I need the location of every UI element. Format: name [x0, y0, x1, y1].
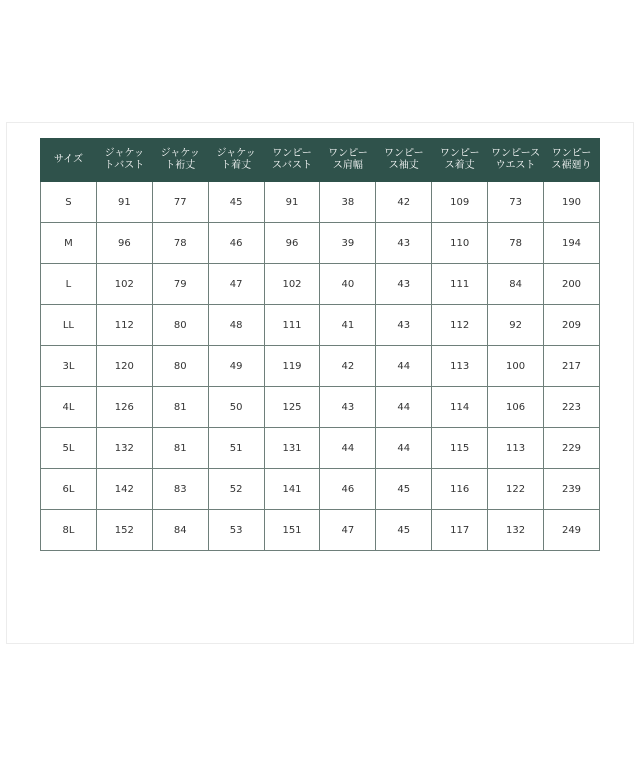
- cell-jacket-bust: 132: [96, 428, 152, 469]
- cell-jacket-sleeve-length: 79: [152, 264, 208, 305]
- cell-dress-sleeve: 45: [376, 469, 432, 510]
- cell-jacket-bust: 112: [96, 305, 152, 346]
- cell-dress-sleeve: 44: [376, 428, 432, 469]
- cell-jacket-bust: 102: [96, 264, 152, 305]
- table-row: [41, 469, 600, 510]
- header-jacket-length: ジャケッ ト着丈: [208, 139, 264, 182]
- cell-dress-bust: 102: [264, 264, 320, 305]
- table-body: [41, 182, 600, 551]
- cell-jacket-length: 52: [208, 469, 264, 510]
- header-dress-waist: ワンピース ウエスト: [488, 139, 544, 182]
- cell-dress-shoulder: 41: [320, 305, 376, 346]
- cell-size: LL: [41, 305, 97, 346]
- header-jacket-bust: ジャケッ トバスト: [96, 139, 152, 182]
- cell-jacket-bust: 142: [96, 469, 152, 510]
- cell-dress-shoulder: 47: [320, 510, 376, 551]
- cell-jacket-length: 48: [208, 305, 264, 346]
- cell-jacket-bust: 120: [96, 346, 152, 387]
- cell-dress-shoulder: 46: [320, 469, 376, 510]
- cell-dress-hem: 209: [544, 305, 600, 346]
- header-dress-shoulder: ワンピー ス肩幅: [320, 139, 376, 182]
- cell-size: M: [41, 223, 97, 264]
- cell-dress-shoulder: 42: [320, 346, 376, 387]
- cell-dress-waist: 122: [488, 469, 544, 510]
- table-row: [41, 387, 600, 428]
- header-size: サイズ: [41, 139, 97, 182]
- cell-jacket-sleeve-length: 78: [152, 223, 208, 264]
- table-row: [41, 182, 600, 223]
- cell-dress-sleeve: 43: [376, 264, 432, 305]
- cell-dress-waist: 132: [488, 510, 544, 551]
- cell-jacket-sleeve-length: 84: [152, 510, 208, 551]
- cell-jacket-length: 49: [208, 346, 264, 387]
- cell-jacket-sleeve-length: 77: [152, 182, 208, 223]
- table-row: [41, 223, 600, 264]
- cell-dress-length: 109: [432, 182, 488, 223]
- cell-dress-waist: 84: [488, 264, 544, 305]
- cell-jacket-length: 50: [208, 387, 264, 428]
- table-row: [41, 305, 600, 346]
- cell-size: S: [41, 182, 97, 223]
- cell-dress-waist: 113: [488, 428, 544, 469]
- cell-dress-hem: 200: [544, 264, 600, 305]
- cell-dress-shoulder: 44: [320, 428, 376, 469]
- cell-jacket-sleeve-length: 83: [152, 469, 208, 510]
- cell-dress-bust: 131: [264, 428, 320, 469]
- cell-dress-bust: 96: [264, 223, 320, 264]
- header-dress-hem: ワンピー ス裾廻り: [544, 139, 600, 182]
- cell-jacket-sleeve-length: 81: [152, 387, 208, 428]
- header-dress-bust: ワンピー スバスト: [264, 139, 320, 182]
- cell-dress-sleeve: 45: [376, 510, 432, 551]
- cell-dress-bust: 151: [264, 510, 320, 551]
- cell-dress-hem: 194: [544, 223, 600, 264]
- table-row: [41, 510, 600, 551]
- cell-dress-waist: 92: [488, 305, 544, 346]
- cell-size: 5L: [41, 428, 97, 469]
- cell-jacket-length: 53: [208, 510, 264, 551]
- table-row: [41, 346, 600, 387]
- cell-size: 4L: [41, 387, 97, 428]
- cell-size: 3L: [41, 346, 97, 387]
- cell-dress-length: 111: [432, 264, 488, 305]
- cell-dress-sleeve: 42: [376, 182, 432, 223]
- cell-dress-hem: 223: [544, 387, 600, 428]
- header-dress-sleeve: ワンピー ス袖丈: [376, 139, 432, 182]
- header-jacket-sleeve-length: ジャケッ ト裄丈: [152, 139, 208, 182]
- cell-dress-bust: 111: [264, 305, 320, 346]
- table-header: [41, 139, 600, 182]
- cell-dress-shoulder: 40: [320, 264, 376, 305]
- cell-size: 8L: [41, 510, 97, 551]
- cell-dress-sleeve: 44: [376, 346, 432, 387]
- cell-dress-bust: 91: [264, 182, 320, 223]
- cell-dress-bust: 119: [264, 346, 320, 387]
- cell-jacket-bust: 126: [96, 387, 152, 428]
- cell-jacket-length: 46: [208, 223, 264, 264]
- cell-dress-waist: 73: [488, 182, 544, 223]
- cell-jacket-sleeve-length: 80: [152, 305, 208, 346]
- cell-dress-hem: 190: [544, 182, 600, 223]
- cell-dress-waist: 78: [488, 223, 544, 264]
- cell-dress-shoulder: 43: [320, 387, 376, 428]
- cell-dress-length: 115: [432, 428, 488, 469]
- cell-jacket-sleeve-length: 81: [152, 428, 208, 469]
- cell-dress-sleeve: 44: [376, 387, 432, 428]
- cell-jacket-length: 51: [208, 428, 264, 469]
- cell-dress-shoulder: 38: [320, 182, 376, 223]
- cell-jacket-length: 45: [208, 182, 264, 223]
- cell-jacket-bust: 152: [96, 510, 152, 551]
- cell-dress-length: 116: [432, 469, 488, 510]
- cell-dress-sleeve: 43: [376, 305, 432, 346]
- table-row: [41, 428, 600, 469]
- size-chart-table: [40, 138, 600, 551]
- cell-dress-waist: 106: [488, 387, 544, 428]
- header-dress-length: ワンピー ス着丈: [432, 139, 488, 182]
- cell-size: 6L: [41, 469, 97, 510]
- cell-dress-length: 113: [432, 346, 488, 387]
- cell-dress-length: 117: [432, 510, 488, 551]
- cell-dress-hem: 249: [544, 510, 600, 551]
- cell-dress-bust: 125: [264, 387, 320, 428]
- cell-jacket-bust: 96: [96, 223, 152, 264]
- cell-dress-waist: 100: [488, 346, 544, 387]
- cell-jacket-length: 47: [208, 264, 264, 305]
- table-row: [41, 264, 600, 305]
- cell-dress-shoulder: 39: [320, 223, 376, 264]
- cell-jacket-bust: 91: [96, 182, 152, 223]
- header-row: [41, 139, 600, 182]
- cell-dress-length: 110: [432, 223, 488, 264]
- cell-size: L: [41, 264, 97, 305]
- cell-jacket-sleeve-length: 80: [152, 346, 208, 387]
- cell-dress-bust: 141: [264, 469, 320, 510]
- cell-dress-hem: 239: [544, 469, 600, 510]
- cell-dress-hem: 217: [544, 346, 600, 387]
- cell-dress-length: 114: [432, 387, 488, 428]
- cell-dress-length: 112: [432, 305, 488, 346]
- cell-dress-hem: 229: [544, 428, 600, 469]
- cell-dress-sleeve: 43: [376, 223, 432, 264]
